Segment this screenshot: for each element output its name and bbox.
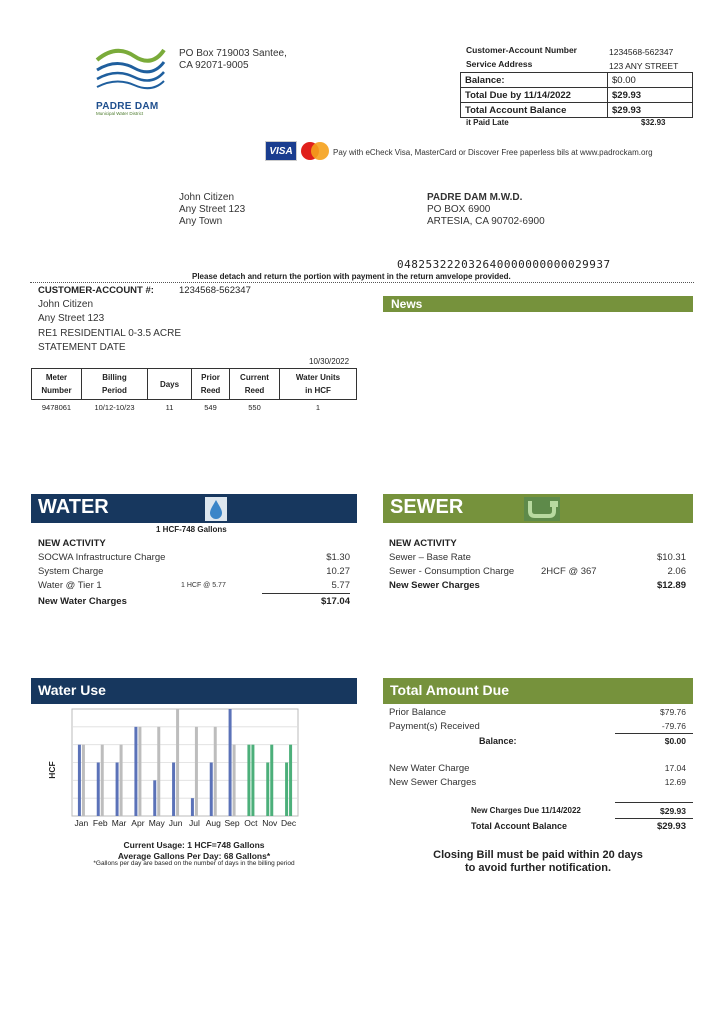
chart-bar-oct-series2 bbox=[251, 745, 254, 816]
current-usage-text: Current Usage: 1 HCF=748 Gallons bbox=[123, 840, 265, 850]
rate-schedule: RE1 RESIDENTIAL 0-3.5 ACRE bbox=[38, 327, 182, 339]
late-amount-value: $32.93 bbox=[641, 118, 666, 127]
late-amount-label: it Paid Late bbox=[466, 118, 509, 127]
chart-bar-apr-series2 bbox=[138, 727, 141, 816]
water-conversion-note: 1 HCF-748 Gallons bbox=[156, 525, 227, 534]
prior-balance-row bbox=[389, 707, 686, 718]
chart-bar-feb-series2 bbox=[101, 745, 104, 816]
company-address-line1: PO Box 719003 Santee, bbox=[179, 48, 287, 59]
balance-rule bbox=[615, 733, 693, 734]
prior-balance-value: $79.76 bbox=[660, 707, 686, 717]
charge-label: System Charge bbox=[38, 566, 104, 577]
current-col-header-line1: Current bbox=[240, 373, 269, 382]
units-col-header bbox=[280, 369, 357, 400]
list-item bbox=[38, 566, 350, 580]
meter-table-header bbox=[32, 369, 357, 400]
water-total-value: $17.04 bbox=[320, 596, 350, 607]
chart-bar-may-series2 bbox=[157, 727, 160, 816]
payments-received-row bbox=[389, 721, 686, 732]
table-row bbox=[32, 400, 357, 413]
closing-notice-line2: to avoid further notification. bbox=[464, 862, 612, 874]
total-amount-due-title: Total Amount Due bbox=[390, 682, 509, 698]
chart-bar-jul-series1 bbox=[191, 798, 194, 816]
total-due-row bbox=[461, 88, 693, 103]
sewer-charges-list bbox=[389, 552, 686, 580]
meter-col-header bbox=[32, 369, 82, 400]
prior-col-header bbox=[192, 369, 230, 400]
water-total-label: New Water Charges bbox=[38, 596, 127, 607]
water-charges-list bbox=[38, 552, 350, 594]
logo-subtitle: Municipal Water District bbox=[96, 111, 144, 116]
prior-read-cell: 549 bbox=[204, 403, 217, 412]
new-charges-due-label: New Charges Due 11/14/2022 bbox=[471, 806, 581, 815]
meter-number-cell: 9478061 bbox=[41, 403, 72, 412]
chart-bar-dec-series2 bbox=[289, 745, 292, 816]
new-charges-rule bbox=[615, 802, 693, 803]
statement-date-value: 10/30/2022 bbox=[309, 357, 350, 366]
company-address bbox=[179, 48, 287, 72]
mastercard-icon bbox=[299, 141, 331, 161]
final-account-balance-value: $29.93 bbox=[656, 821, 686, 832]
charge-detail bbox=[181, 552, 271, 566]
statement-date-label: STATEMENT DATE bbox=[38, 341, 126, 353]
news-header bbox=[383, 296, 693, 312]
chart-bar-nov-series1 bbox=[266, 763, 269, 817]
remit-name: PADRE DAM M.W.D. bbox=[427, 192, 523, 203]
chart-bar-feb-series1 bbox=[97, 763, 100, 817]
charge-amount: $10.31 bbox=[656, 552, 686, 563]
current-read-cell: 550 bbox=[248, 403, 261, 412]
meter-reading-table bbox=[31, 368, 357, 412]
gallons-footnote: *Gallons per day are based on the number of days in the billing period bbox=[93, 860, 295, 867]
new-water-charge-value: 17.04 bbox=[664, 763, 686, 773]
closing-bill-notice bbox=[383, 849, 693, 875]
chart-tick-mar: Mar bbox=[111, 818, 127, 828]
payment-scanline: 048253222032640000000000029937 bbox=[397, 258, 611, 271]
charge-amount: 2.06 bbox=[667, 566, 686, 577]
chart-bar-jun-series2 bbox=[176, 709, 179, 816]
sewer-total-value: $12.89 bbox=[656, 580, 686, 591]
charge-label: Water @ Tier 1 bbox=[38, 580, 102, 591]
chart-tick-jul: Jul bbox=[188, 818, 200, 828]
visa-card-icon: VISA bbox=[265, 141, 297, 161]
new-water-charge-row bbox=[389, 763, 686, 774]
new-sewer-charges-label: New Sewer Charges bbox=[389, 777, 477, 788]
balance-row bbox=[461, 73, 693, 88]
chart-bar-oct-series1 bbox=[247, 745, 250, 816]
total-account-balance-row bbox=[461, 103, 693, 118]
acct-number-value: 1234568-562347 bbox=[609, 47, 674, 57]
charge-detail bbox=[541, 552, 621, 566]
balance-value: $0.00 bbox=[608, 73, 693, 88]
chart-bar-jan-series2 bbox=[82, 745, 85, 816]
chart-tick-oct: Oct bbox=[244, 818, 258, 828]
payment-options-text: Pay with eCheck Visa, MasterCard or Discover Free paperless bils at www.padrockam.org bbox=[333, 148, 653, 157]
service-address-label: Service Address bbox=[466, 59, 533, 69]
charge-label: Sewer – Base Rate bbox=[389, 552, 471, 563]
chart-bar-sep-series1 bbox=[229, 709, 232, 816]
new-charges-due-value: $29.93 bbox=[660, 806, 686, 816]
chart-bar-dec-series1 bbox=[285, 763, 288, 817]
period-col-header-line2: Period bbox=[102, 386, 127, 395]
account-balance-rule bbox=[615, 818, 693, 819]
sewer-total-label: New Sewer Charges bbox=[389, 580, 480, 591]
total-amount-due-header bbox=[383, 678, 693, 704]
balance-summary-table bbox=[460, 72, 693, 118]
period-col-header-line1: Billing bbox=[102, 373, 127, 382]
prior-col-header-line2: Reed bbox=[200, 386, 221, 395]
prior-col-header-line1: Prior bbox=[201, 373, 220, 382]
detach-instructions: Please detach and return the portion with payment in the return amvelope provided. bbox=[192, 272, 511, 281]
due-balance-label: Balance: bbox=[479, 736, 517, 746]
charge-detail bbox=[181, 566, 271, 580]
water-units-cell: 1 bbox=[315, 403, 321, 412]
new-sewer-charges-value: 12.69 bbox=[664, 777, 686, 787]
customer-account-value: 1234568-562347 bbox=[179, 285, 251, 296]
water-use-chart bbox=[42, 706, 308, 830]
balance-label: Balance: bbox=[461, 73, 608, 88]
customer-mailing-address bbox=[179, 192, 245, 228]
chart-tick-sep: Sep bbox=[224, 818, 240, 828]
list-item bbox=[389, 552, 686, 566]
logo-name: PADRE DAM bbox=[96, 101, 159, 112]
chart-tick-may: May bbox=[148, 818, 165, 828]
chart-y-axis-label: HCF bbox=[47, 761, 57, 779]
list-item bbox=[38, 552, 350, 566]
closing-notice-line1: Closing Bill must be paid within 20 days bbox=[433, 849, 643, 861]
account-name: John Citizen bbox=[38, 299, 94, 310]
total-due-value: $29.93 bbox=[608, 88, 693, 103]
account-details bbox=[38, 298, 181, 355]
customer-account-label: CUSTOMER-ACCOUNT #: bbox=[38, 285, 154, 296]
chart-tick-jun: Jun bbox=[168, 818, 183, 828]
chart-bar-aug-series1 bbox=[210, 763, 213, 817]
final-account-balance-label: Total Account Balance bbox=[471, 821, 568, 831]
list-item bbox=[38, 580, 350, 594]
chart-bar-nov-series2 bbox=[270, 745, 273, 816]
sewer-pipe-icon bbox=[524, 497, 560, 521]
sewer-activity-label: NEW ACTIVITY bbox=[389, 538, 457, 549]
units-col-header-line1: Water Units bbox=[295, 373, 341, 382]
billing-period-cell: 10/12-10/23 bbox=[94, 403, 135, 412]
chart-bar-jan-series1 bbox=[78, 745, 81, 816]
remit-city: ARTESIA, CA 90702-6900 bbox=[427, 216, 545, 227]
chart-tick-jan: Jan bbox=[74, 818, 89, 828]
chart-bar-sep-series2 bbox=[233, 745, 236, 816]
remit-po-box: PO BOX 6900 bbox=[427, 204, 491, 215]
account-street: Any Street 123 bbox=[38, 313, 105, 325]
detach-line bbox=[30, 282, 694, 283]
due-balance-value: $0.00 bbox=[664, 736, 686, 746]
current-col-header-line2: Reed bbox=[244, 386, 265, 395]
chart-bar-jul-series2 bbox=[195, 727, 198, 816]
chart-tick-nov: Nov bbox=[262, 818, 278, 828]
total-account-balance-value: $29.93 bbox=[608, 103, 693, 118]
water-title: WATER bbox=[38, 496, 109, 518]
customer-street: Any Street 123 bbox=[179, 204, 246, 215]
current-col-header bbox=[230, 369, 280, 400]
charge-label: Sewer - Consumption Charge bbox=[389, 566, 515, 577]
water-activity-label: NEW ACTIVITY bbox=[38, 538, 106, 549]
water-use-header bbox=[31, 678, 357, 704]
payments-received-label: Payment(s) Received bbox=[389, 721, 480, 732]
service-address-value: 123 ANY STREET bbox=[609, 61, 679, 71]
chart-bar-jun-series1 bbox=[172, 763, 175, 817]
chart-tick-feb: Feb bbox=[92, 818, 108, 828]
news-title: News bbox=[391, 297, 423, 311]
charge-amount: 5.77 bbox=[331, 580, 350, 591]
water-use-title: Water Use bbox=[38, 682, 106, 698]
new-water-charge-label: New Water Charge bbox=[389, 763, 470, 774]
remit-address bbox=[427, 192, 545, 228]
chart-bar-aug-series2 bbox=[214, 727, 217, 816]
meter-col-header-line1: Meter bbox=[45, 373, 68, 382]
water-usage-summary bbox=[31, 840, 357, 861]
days-col-header: Days bbox=[148, 369, 192, 400]
charge-detail: 2HCF @ 367 bbox=[541, 566, 597, 577]
total-due-label: Total Due by 11/14/2022 bbox=[461, 88, 608, 103]
charge-label: SOCWA Infrastructure Charge bbox=[38, 552, 166, 563]
list-item bbox=[389, 566, 686, 580]
chart-tick-apr: Apr bbox=[131, 818, 145, 828]
period-col-header bbox=[82, 369, 148, 400]
chart-tick-aug: Aug bbox=[205, 818, 221, 828]
meter-col-header-line2: Number bbox=[41, 386, 72, 395]
total-account-balance-label: Total Account Balance bbox=[461, 103, 608, 118]
charge-amount: 10.27 bbox=[326, 566, 350, 577]
company-address-line2: CA 92071-9005 bbox=[179, 60, 249, 71]
chart-bar-apr-series1 bbox=[134, 727, 137, 816]
charge-detail: 1 HCF @ 5.77 bbox=[181, 582, 226, 589]
chart-bar-mar-series1 bbox=[116, 763, 119, 817]
new-sewer-charges-row bbox=[389, 777, 686, 788]
water-total-rule bbox=[262, 593, 350, 594]
customer-town: Any Town bbox=[179, 216, 223, 227]
units-col-header-line2: in HCF bbox=[305, 386, 331, 395]
charge-amount: $1.30 bbox=[326, 552, 350, 563]
prior-balance-label: Prior Balance bbox=[389, 707, 447, 718]
payments-received-value: -79.76 bbox=[661, 721, 686, 731]
chart-bar-may-series1 bbox=[153, 780, 156, 816]
average-gallons-text: Average Gallons Per Day: 68 Gallons* bbox=[117, 850, 271, 861]
days-cell: 11 bbox=[165, 403, 174, 412]
chart-bar-mar-series2 bbox=[120, 745, 123, 816]
sewer-title: SEWER bbox=[390, 496, 464, 518]
padre-dam-logo-icon bbox=[94, 44, 166, 92]
water-drop-icon bbox=[205, 497, 227, 521]
chart-x-ticks bbox=[75, 818, 297, 828]
customer-name: John Citizen bbox=[179, 192, 235, 203]
water-header bbox=[31, 494, 357, 523]
acct-number-label: Customer-Account Number bbox=[466, 45, 577, 55]
chart-tick-dec: Dec bbox=[281, 818, 297, 828]
